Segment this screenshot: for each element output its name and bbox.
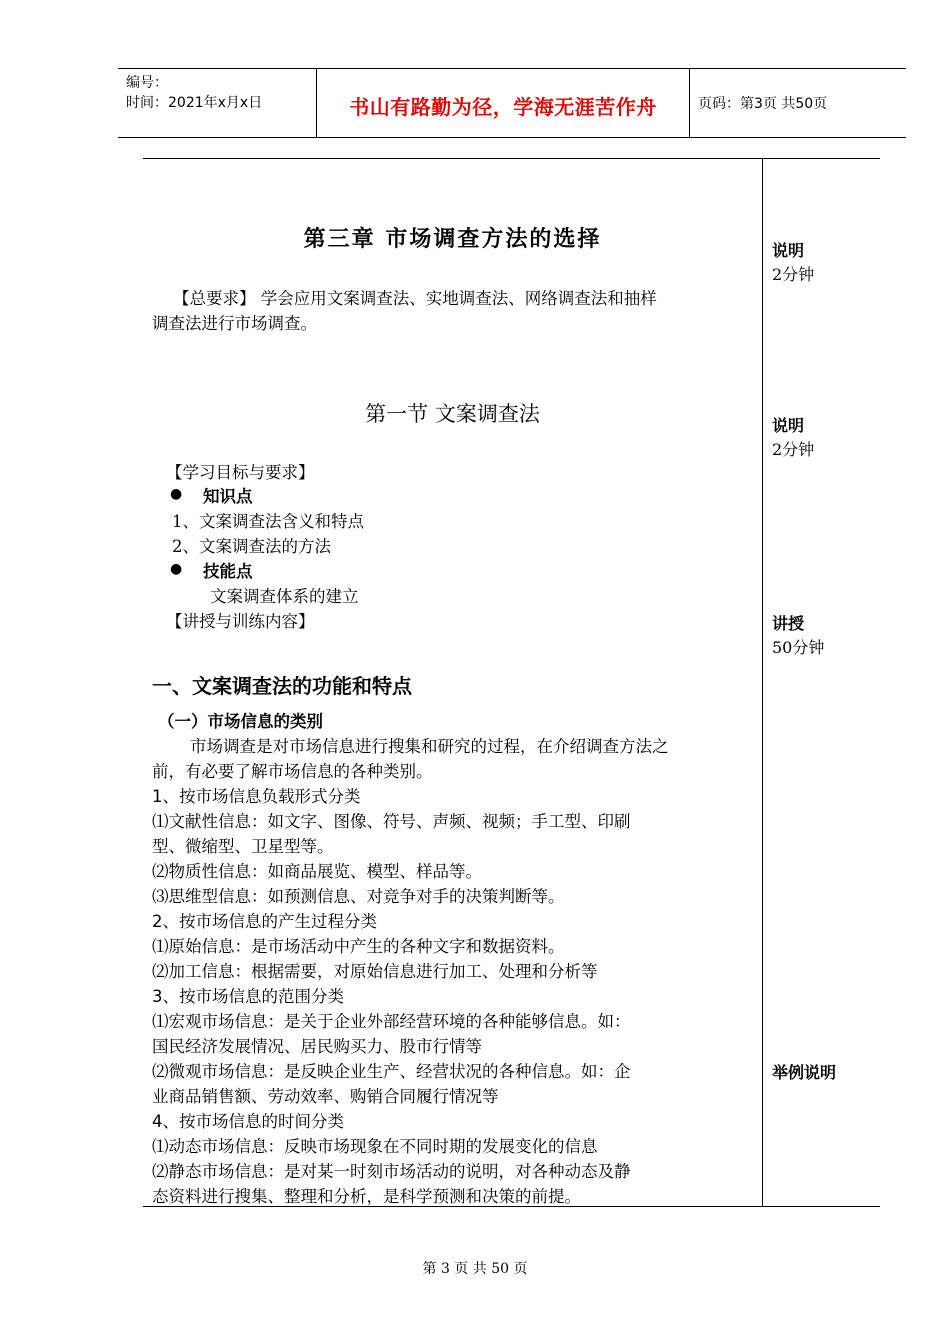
side-note-title: 讲授 [772, 614, 805, 633]
intro-line: 市场调查是对市场信息进行搜集和研究的过程，在介绍调查方法之 [190, 737, 669, 756]
skill-item: 文案调查体系的建立 [210, 587, 359, 606]
teaching-heading: 【讲授与训练内容】 [166, 612, 315, 631]
page-footer: 第 3 页 共 50 页 [422, 1261, 528, 1277]
side-note-title: 说明 [772, 416, 805, 435]
header-motto-cell [317, 69, 690, 137]
body-line: 型、微缩型、卫星型等。 [152, 837, 334, 856]
body-line: ⑵加工信息：根据需要，对原始信息进行加工、处理和分析等 [152, 962, 598, 981]
body-line: 态资料进行搜集、整理和分析，是科学预测和决策的前提。 [152, 1187, 581, 1206]
header-page-cell [690, 69, 906, 137]
time-label: 时间：2021年x月x日 [126, 95, 263, 111]
section-title: 第一节 文案调查法 [365, 402, 540, 426]
page-number-label: 页码：第3页 共50页 [698, 96, 828, 112]
body-line: ⑴原始信息：是市场活动中产生的各种文字和数据资料。 [152, 937, 565, 956]
chapter-title: 第三章 市场调查方法的选择 [303, 226, 602, 252]
part-one-heading: 一、文案调查法的功能和特点 [152, 674, 412, 698]
bullet-icon: ● [170, 561, 183, 577]
intro-line: 前，有必要了解市场信息的各种类别。 [152, 762, 433, 781]
body-line: ⑵静态市场信息：是对某一时刻市场活动的说明，对各种动态及静 [152, 1162, 631, 1181]
general-requirement-line2: 调查法进行市场调查。 [152, 314, 317, 333]
body-line: 1、按市场信息负载形式分类 [152, 787, 361, 806]
side-note-time: 2分钟 [772, 265, 815, 284]
knowledge-item: 1、文案调查法含义和特点 [172, 512, 364, 531]
body-line: ⑵物质性信息：如商品展览、模型、样品等。 [152, 862, 482, 881]
side-note-time: 50分钟 [772, 638, 825, 657]
content-column-divider [762, 158, 763, 1206]
body-line: ⑶思维型信息：如预测信息、对竞争对手的决策判断等。 [152, 887, 565, 906]
body-line: 2、按市场信息的产生过程分类 [152, 912, 377, 931]
body-line: ⑴动态市场信息：反映市场现象在不同时期的发展变化的信息 [152, 1137, 598, 1156]
skill-heading: 技能点 [203, 562, 253, 581]
side-note-title: 举例说明 [772, 1063, 837, 1082]
side-note-title: 说明 [772, 241, 805, 260]
body-line: 3、按市场信息的范围分类 [152, 987, 344, 1006]
body-line: ⑵微观市场信息：是反映企业生产、经营状况的各种信息。如：企 [152, 1062, 631, 1081]
bullet-icon: ● [170, 486, 183, 502]
objectives-heading: 【学习目标与要求】 [166, 463, 315, 482]
knowledge-heading: 知识点 [203, 487, 253, 506]
body-line: 业商品销售额、劳动效率、购销合同履行情况等 [152, 1087, 499, 1106]
general-requirement-line1: 【总要求】 学会应用文案调查法、实地调查法、网络调查法和抽样 [173, 289, 657, 308]
knowledge-item: 2、文案调查法的方法 [172, 537, 331, 556]
body-line: ⑴宏观市场信息：是关于企业外部经营环境的各种能够信息。如： [152, 1012, 631, 1031]
body-line: 4、按市场信息的时间分类 [152, 1112, 344, 1131]
body-line: ⑴文献性信息：如文字、图像、符号、声频、视频；手工型、印刷 [152, 812, 631, 831]
content-frame-top [143, 158, 880, 159]
header-table [118, 68, 906, 138]
motto: 书山有路勤为径，学海无涯苦作舟 [349, 95, 657, 119]
side-note-time: 2分钟 [772, 440, 815, 459]
id-label: 编号： [126, 75, 168, 91]
part-one-subheading: （一）市场信息的类别 [158, 712, 323, 731]
body-line: 国民经济发展情况、居民购买力、股市行情等 [152, 1037, 482, 1056]
header-meta-cell [118, 69, 317, 137]
